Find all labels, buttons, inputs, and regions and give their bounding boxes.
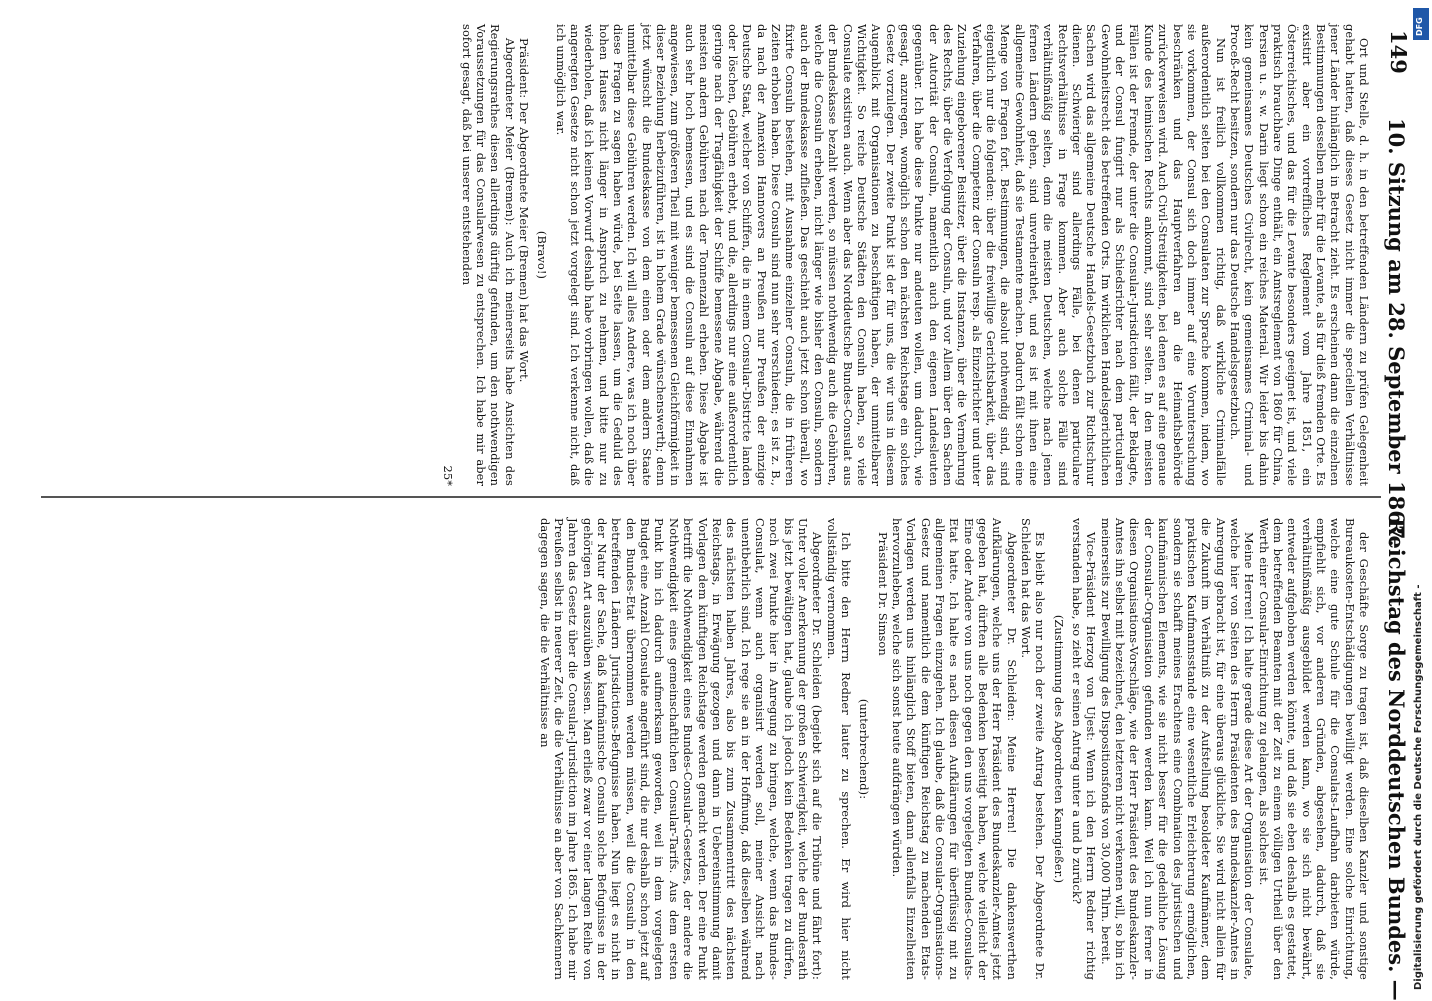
bravo-remark: (Bravo!) [535, 230, 550, 280]
paragraph: Ort und Stelle, d. h. in den betreffenden Ländern zu prüfen Gelegenheit gehabt hatten, daß dieses Gesetz nicht immer die speciellen Verhältnisse jener Länder hinlänglich in Betracht zieht. Es erscheinen dann die einzelnen Bestimmungen desselben mehr für die Levante, als für dieß fremden Orte. Es existirt aber ein vortreffliches Reglement vom Jahre 1851, ein Österreichisches, und das für die Levante besonders geeignet ist, und viele praktisch brauchbare Dinge enthält, ein Amtsreglement von 1860 für China, Persien u. s. w. Darin liegt schon ein reiches Material. Wir leider bis dahin kein gemeinsames Deutsches Civilrecht, kein gemeinsames Criminal- und Proceß-Recht besitzen, sondern nur das Deutsche Handelsgesetzbuch. [1227, 24, 1371, 486]
paragraph: Es bleibt also nur noch der zweite Antrag bestehen. Der Abgeordnete Dr. Schleiden hat das Wort. [1019, 518, 1048, 980]
paragraph: Abgeordneter Dr. Schleiden: Meine Herren! Die dankenswerthen Aufklärungen, welche uns der Herr Präsident des Bundeskanzler-Amtes jetzt gegeben hat, dürften alle Bedenken beseitigt haben, welche vielleicht der Eine oder Andere von uns noch gegen den uns vorgelegten Bundes-Consulats-Etat hatte. Ich halte es nach diesen Aufklärungen für überflüssig mit zu allgemeinen Fragen einzugehen. Ich glaube, daß die Consular-Organisations-Gesetz und namentlich die dem künftigen Reichstag zu machenden Etats-Vorlagen werden uns hinlänglich Stoff bieten, dann allenfalls Einzelheiten hervorzuheben, welche sich sonst heute aufdrängen würden. [890, 518, 1019, 980]
paragraph: Abgeordneter Meier (Bremen): Auch ich meinerseits habe Ansichten des Regierungsrathes diesen allerdings dürftig gefunden, um den nothwendigen Voraussetzungen für das Consularwesen zu entsprechen. Ich habe mir aber sofort gesagt, daß bei unserer entstehenden [459, 24, 517, 486]
speaker-president: Präsident Dr. Simson [875, 532, 890, 656]
signature-mark: 25* [441, 465, 456, 486]
dfg-logo: DFG [1413, 8, 1429, 40]
paragraph: der Geschäfte Sorge zu tragen ist, daß dieselben Kanzler und sonstige Bureaukosten-Entschädigungen bewilligt werden. Eine solche Einrichtung, welche eine gute Schule für die Consulats-Laufbahn darbieten würde, empfiehlt sich, vor anderen Gründen, abgesehen, dadurch, daß sie verhältnißmäßig ausgebildet werden kann, wo sie sich nicht bewährt, entweder aufgehoben werden könnte, und daß sie eben deshalb es gestattet, dem betreffenden Beamten mit der Zeit zu einem völligen Urtheil über den Werth einer Consular-Einrichtung zu gelangen, als solches ist. [1256, 518, 1371, 980]
left-text-column [537, 518, 1371, 980]
paragraph: Abgeordneter Dr. Schleiden (begiebt sich auf die Tribüne und fährt fort): Unter voller Anerkennung der großen Schwierigkeit, welche der Bundesrath bis jetzt bewältigen hat, glaube ich jedoch kein Bedenken tragen zu dürfen, noch zwei Punkte hier in Anregung zu bringen, welche, wenn das Bundes-Consulat, wenn auch organisirt werden soll, meiner Ansicht nach unentbehrlich sind. Ich rege sie an in der Hoffnung, daß dieselben während des nächsten halben Jahres, also bis zum Zusammentritt des nächsten Reichstags, in Erwägung gezogen und dann in Uebereinstimmung damit Vorlagen dem künftigen Reichstage werden gemacht werden. Der eine Punkt betrifft die Nothwendigkeit eines Bundes-Consular-Gesetzes, der andere die Nothwendigkeit eines gemeinschaftlichen Consular-Tarifs. Aus dem ersten Punkt bin ich dadurch aufmerksam geworden, weil in dem vorgelegten Budget eine Anzahl Consulate angeführt sind, die nur deshalb schon jetzt auf den Bundes-Etat übernommen werden müssen, weil die Consuln in den betreffenden Ländern Jurisdictions-Befugnisse haben. Nun liegt es nicht in der Natur der Sache, daß kaufmännische Consuln solche Befugnisse in der gehörigen Art auszuüben wissen. Man erließ zwar vor einer langen Reihe von Jahren das Gesetz über die Consular-Jurisdiction im Jahre 1865. Ich habe mir Preußen selbst in neuerer Zeit, die die Verhältnisse an aber von Sachkennern dagegen sagen, die die Verhältnisse an [537, 518, 825, 980]
digitization-attribution: Digitalisierung gefördert durch die Deutsche Forschungsgemeinschaft - [1413, 584, 1424, 990]
assent-remark: (Zustimmung des Abgeordneten Kanngießer.) [1051, 614, 1066, 884]
paragraph: Meine Herren! Ich halte gerade diese Art der Organisation der Consulate, welche hier von Seiten des Herrn Präsidenten des Bundeskanzler-Amtes in Anregung gebracht ist, für eine überaus glückliche. Sie wird nicht allein für die Zukunft im Verhältniß zu der Aufstellung besoldeter Kaufmänner, dem praktischen Kaufmannsstande eine wesentliche Erleichterung ermöglichen, sondern sie schafft meines Erachtens eine Combination des juristischen und kaufmännischen Elements, wie sie nicht besser für die gedeihliche Lösung der Consular-Organisation gefunden werden kann. Weil ich nun ferner in diesen Organisations-Vorschläge, wie der Herr Präsident des Bundeskanzler-Amtes ihn selbst mit bezeichnet, den letzteren nicht verkennen will, so bin ich meinerseits zur Bewilligung des Dispositionsfonds von 30,000 Thlrn. bereit. [1098, 518, 1257, 980]
page-header [1381, 8, 1411, 1000]
paragraph: Präsident: Der Abgeordnete Meier (Bremen) hat das Wort. [517, 38, 532, 383]
paragraph: Ich bitte den Herrn Redner lauter zu sprechen. Er wird hier nicht vollständig vernommen. [824, 518, 853, 980]
interrupt-remark: (unterbrechend): [857, 698, 872, 800]
column-separator [41, 496, 1381, 498]
paragraph: Vice-Präsident Herzog von Ujest: Wenn ich den Herrn Redner richtig verstanden habe, so zieht er seinen Antrag unter a und b zurück? [1070, 518, 1099, 980]
page-number: 149 [1386, 30, 1411, 74]
paragraph: Nun ist freilich vollkommen richtig, daß wirkliche Criminalfälle außerordentlich selten bei den Consulaten zur Sprache kommen, indem, wo sie vorkommen, der Consul sich doch immer auf eine Voruntersuchung beschränken und das Hauptverfahren an die Heimathsbehörde zurückverweisen wird. Auch Civil-Streitigkeiten, bei denen es auf eine genaue Kunde des heimischen Rechts ankommt, sind sehr selten. In den meisten Fällen ist der Fremde, der unter die Consular-Jurisdiction fällt, der Beklagte, und der Consul fungirt nur als Schiedsrichter nach dem particularen Gewohnheitsrecht des betreffenden Orts. Im wirklichen Handelsgerichtlichen Sachen wird das allgemeine Deutsche Handels-Gesetzbuch zur Richtschnur dienen. Schwieriger sind allerdings Fälle, bei denen particulare Rechtsverhältnisse in Frage kommen. Aber auch solche Fälle sind verhältnißmäßig selten, denn die meisten Deutschen, welche nach jenen fernen Ländern gehen, sind unverheirathet, und es ist mit ihnen eine allgemeine Gewohnheit, daß sie Testamente machen. Dadurch fällt schon eine Menge von Fragen fort. Bestimmungen, die absolut nothwendig sind, sind eigentlich nur die folgenden: über die freiwillige Gerichtsbarkeit, über das Verfahren, über die Competenz der Consuln resp. als Einzelrichter und unter Zuziehung eingeborener Beisitzer, über die Instanzen, über die Vermehrung des Rechts, über die Verfolgung der Consuln, und vor Allem über den Sachen der Autorität der Consuln, namentlich auch den eigenen Landesleuten gegenüber. Ich habe diese Punkte nur andeuten wollen, um dadurch, wie gesagt, anzuregen, womöglich schon den nächsten Reichstage ein solches Gesetz vorzulegen. Der zweite Punkt ist der für uns, die wir uns in diesem Augenblick mit Organisationen zu beschäftigen haben, der unmittelbarer Wichtigkeit. So reiche Deutsche Städten den Consuln haben, so viele Consulate existiren auch. Wenn aber das Norddeutsche Bundes-Consulat aus der Bundeskasse bezahlt werden, so müssen nothwendig auch die Gebühren, welche die Consuln erheben, nicht länger wie bisher den Consuln, sondern auch der Bundeskasse zufließen. Das geschieht auch jetzt schon überall, wo fixirte Consuln bestehen, mit Ausnahme einzelner Consuln, die in früheren Zeiten erhoben haben. Diese Consuln sind nun sehr verschieden; es ist z. B., da nach der Annexion Hannovers an Preußen nur Preußen der einzige Deutsche Staat, welcher von Schiffen, die in einem Consular-Districte landen oder löschen, Gebühren erhebt, und die, allerdings nur eine außerordentlich geringe nach der Tragfähigkeit der Schiffe bemessene Abgabe, während die meisten andern Gebühren nach der Tonnenzahl erheben. Diese Abgabe ist auch sehr hoch bemessen, und es sind die Consuln auf diese Einnahmen angewiesen, zum größeren Theil mit weniger bemessenen Gleichförmigkeit in dieser Beziehung herbeizuführen, ist in hohem Grade wünschenswerth; denn jetzt wünscht die Bundeskasse von dem einen oder dem andern Staate unmittelbar diese Gebühren werden. Ich will alles Andere, was ich noch über diese Fragen zu sagen haben würde, bei Seite lassen, um die Geduld des hohen Hauses nicht länger in Anspruch zu nehmen, und bitte nur zu wiederholen, daß ich keinen Vorwurf deshalb habe vorbringen wollen, daß die angeregten Gesetze nicht schon jetzt vorgelegt sind. Ich verkenne nicht, daß ich unmöglich war. [553, 24, 1228, 486]
right-text-column [441, 24, 1371, 486]
running-title-left: Reichstag des Norddeutschen Bundes. — [1384, 518, 1409, 1001]
running-title-right: 10. Sitzung am 28. September 1867. [1384, 118, 1409, 547]
rotated-page-content [31, 8, 1411, 1000]
